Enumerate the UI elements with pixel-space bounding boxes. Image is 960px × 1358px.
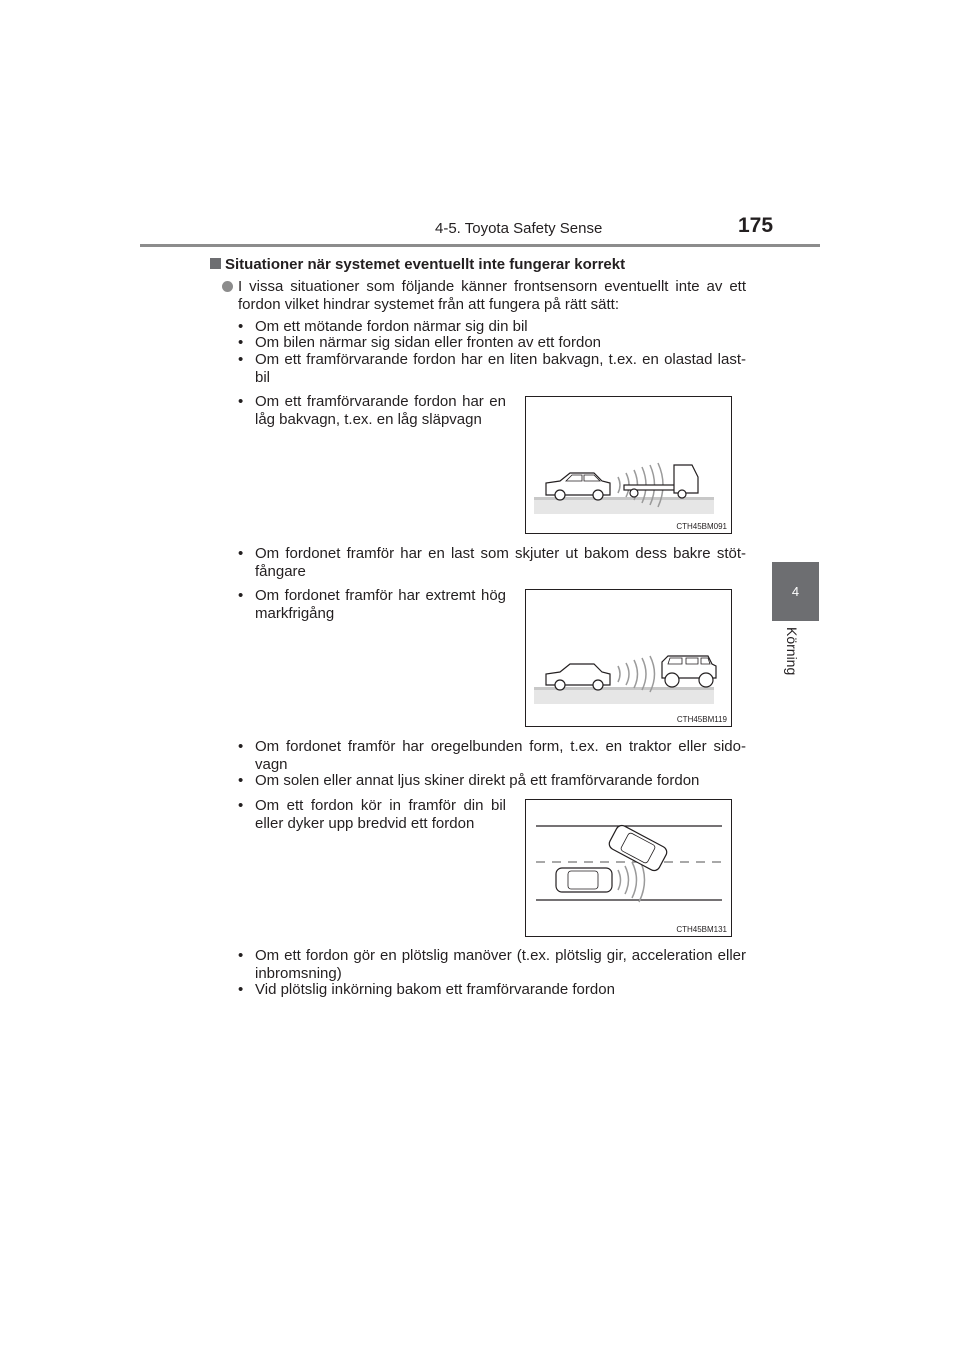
chapter-tab bbox=[772, 562, 819, 621]
section-title: 4-5. Toyota Safety Sense bbox=[435, 220, 603, 237]
low-trailer-illustration bbox=[526, 397, 731, 533]
list-item-text: Om solen eller annat ljus skiner direkt på ett framförvarande fordon bbox=[255, 772, 700, 789]
list-item-text: Vid plötslig inkörning bakom ett framförvarande fordon bbox=[255, 981, 615, 998]
list-item-text: Om ett mötande fordon närmar sig din bil bbox=[255, 318, 528, 335]
list-item bbox=[238, 393, 506, 429]
figure-low-trailer bbox=[525, 396, 732, 534]
figure-cut-in bbox=[525, 799, 732, 937]
bullet-marker: • bbox=[238, 393, 244, 410]
list-item bbox=[238, 981, 746, 999]
bullet-marker: • bbox=[238, 947, 244, 964]
list-item-text: Om bilen närmar sig sidan eller fronten av ett fordon bbox=[255, 334, 602, 351]
list-item bbox=[238, 947, 746, 983]
cut-in-illustration bbox=[526, 800, 731, 936]
high-clearance-illustration bbox=[526, 590, 731, 726]
bullet-marker: • bbox=[238, 351, 244, 368]
circle-bullet-icon bbox=[222, 281, 233, 292]
bullet-marker: • bbox=[238, 981, 244, 998]
intro-text: I vissa situationer som följande känner frontsensorn eventuellt inte av ett fordon vilket hindrar systemet från att fungera på rätt sätt: bbox=[238, 278, 746, 313]
list-item-text: Om fordonet framför har oregelbunden form, t.ex. en traktor eller sido-vagn bbox=[255, 738, 746, 773]
bullet-marker: • bbox=[238, 587, 244, 604]
square-bullet-icon bbox=[210, 258, 221, 269]
bullet-marker: • bbox=[238, 318, 244, 335]
figure-code: CTH45BM119 bbox=[676, 715, 727, 724]
bullet-marker: • bbox=[238, 738, 244, 755]
list-item bbox=[238, 738, 746, 774]
list-item-text: Om fordonet framför har extremt hög markfrigång bbox=[255, 587, 506, 622]
list-item-text: Om ett fordon kör in framför din bil eller dyker upp bredvid ett fordon bbox=[255, 797, 506, 832]
list-item-text: Om ett framförvarande fordon har en liten bakvagn, t.ex. en olastad last-bil bbox=[255, 351, 746, 386]
chapter-number: 4 bbox=[791, 584, 800, 599]
bullet-marker: • bbox=[238, 334, 244, 351]
bullet-marker: • bbox=[238, 772, 244, 789]
figure-high-clearance bbox=[525, 589, 732, 727]
bullet-marker: • bbox=[238, 797, 244, 814]
list-item-text: Om ett framförvarande fordon har en låg bakvagn, t.ex. en låg släpvagn bbox=[255, 393, 506, 428]
figure-code: CTH45BM131 bbox=[676, 925, 727, 934]
heading-text: Situationer när systemet eventuellt inte fungerar korrekt bbox=[225, 256, 626, 273]
list-item bbox=[238, 797, 506, 833]
intro-paragraph bbox=[222, 278, 746, 314]
page-number: 175 bbox=[738, 214, 774, 237]
list-item-text: Om fordonet framför har en last som skjuter ut bakom dess bakre stöt-fångare bbox=[255, 545, 746, 580]
header-divider bbox=[140, 244, 820, 247]
figure-code: CTH45BM091 bbox=[676, 522, 727, 531]
list-item-text: Om ett fordon gör en plötslig manöver (t.ex. plötslig gir, acceleration eller inbromsning) bbox=[255, 947, 746, 982]
subsection-heading bbox=[210, 256, 625, 273]
chapter-title: Körning bbox=[784, 627, 800, 676]
list-item bbox=[238, 545, 746, 581]
list-item bbox=[238, 587, 506, 623]
bullet-marker: • bbox=[238, 545, 244, 562]
list-item bbox=[238, 772, 746, 790]
chapter-label bbox=[772, 625, 819, 685]
list-item bbox=[238, 334, 746, 352]
list-item bbox=[238, 351, 746, 387]
